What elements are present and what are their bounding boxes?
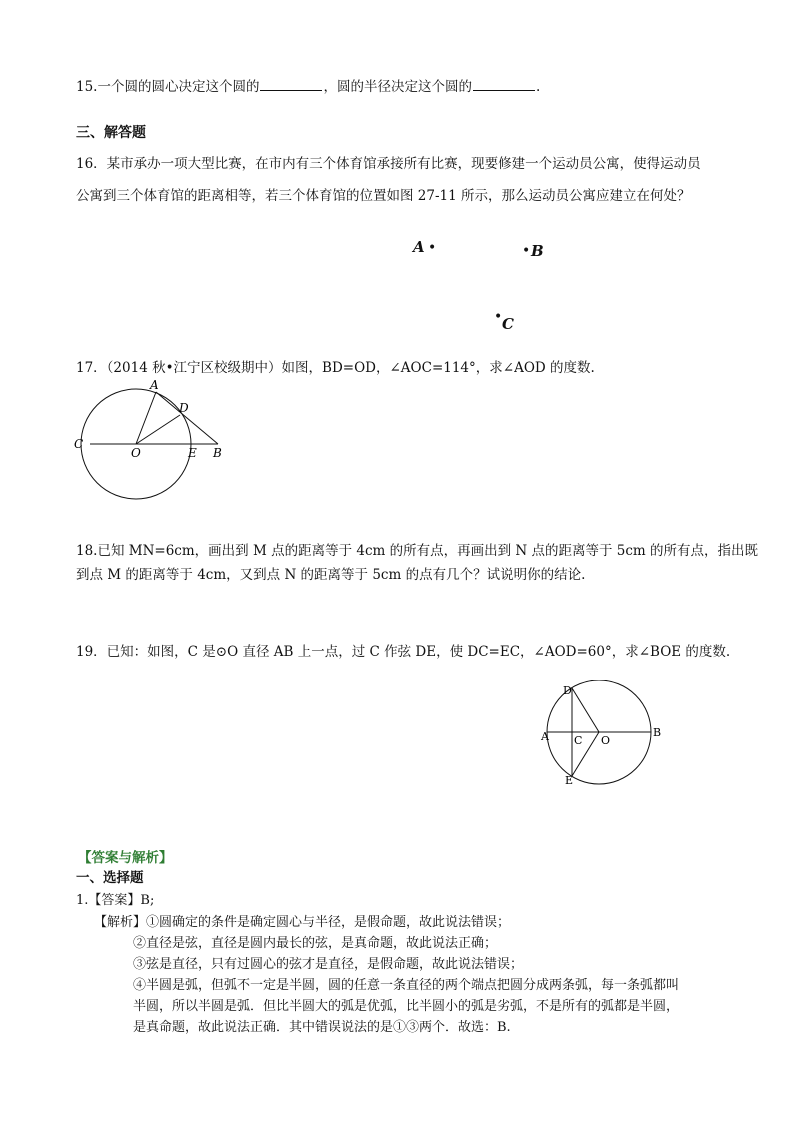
point-b-label: B [531, 242, 544, 260]
q17-label-d: D [179, 401, 189, 415]
q17-label-b: B [213, 446, 222, 460]
answer-analysis-line-5: 半圆，所以半圆是弧．但比半圆大的弧是优弧，比半圆小的弧是劣弧，不是所有的弧都是半圆， [133, 999, 680, 1014]
point-b-dot: • [522, 243, 531, 259]
analysis-label: 【解析】 [94, 915, 147, 930]
analysis-text-1: ①圆确定的条件是确定圆心与半径，是假命题，故此说法错误； [146, 915, 511, 930]
q17-label-o: O [131, 446, 141, 460]
question-15 [76, 78, 540, 96]
answer-heading: 【答案与解析】 [78, 850, 173, 866]
answer-analysis-line-4: ④半圆是弧，但弧不一定是半圆，圆的任意一条直径的两个端点把圆分成两条弧，每一条弧都叫 [133, 978, 680, 993]
answer-section-1: 一、选择题 [76, 870, 144, 886]
question-16-line-2: 公寓到三个体育馆的距离相等，若三个体育馆的位置如图 27-11 所示，那么运动员公寓应建立在何处？ [76, 188, 691, 204]
q19-circle-figure [535, 680, 675, 790]
answer-analysis-line-1 [94, 914, 510, 932]
answer-analysis-line-2: ②直径是弦，直径是圆内最长的弦，是真命题，故此说法正确； [133, 936, 498, 951]
q17-label-c: C [74, 437, 84, 451]
q15-text-3: . [535, 79, 541, 95]
point-a-dot: • [428, 240, 437, 256]
answer-analysis-line-6: 是真命题，故此说法正确．其中错误说法的是①③两个．故选：B. [133, 1020, 511, 1035]
q19-label-e: E [565, 774, 574, 787]
q15-blank-2 [473, 78, 535, 91]
q15-text-2: ，圆的半径决定这个圆的 [323, 79, 472, 95]
section-heading-answers: 三、解答题 [76, 125, 146, 141]
q17-label-a: A [150, 378, 159, 392]
point-c-label: C [502, 315, 514, 333]
question-19: 19．已知：如图，C 是⊙O 直径 AB 上一点，过 C 作弦 DE，使 DC=EC，∠AOD=60°，求∠BOE 的度数. [76, 644, 731, 660]
q15-text-1: 15.一个圆的圆心决定这个圆的 [76, 79, 260, 95]
question-17: 17．（2014 秋•江宁区校级期中）如图，BD=OD，∠AOC=114°，求∠AOD 的度数. [76, 360, 595, 376]
q17-circle-figure [70, 375, 240, 505]
q19-label-o: O [601, 734, 611, 747]
question-18-line-1: 18.已知 MN=6cm，画出到 M 点的距离等于 4cm 的所有点，再画出到 N 点的距离等于 5cm 的所有点，指出既 [76, 543, 759, 559]
question-16-line-1: 16．某市承办一项大型比赛，在市内有三个体育馆承接所有比赛，现要修建一个运动员公寓，使得运动员 [76, 156, 701, 172]
answer-item-1: 1.【答案】B; [76, 893, 155, 908]
q19-label-d: D [563, 684, 572, 697]
q17-label-e: E [188, 446, 197, 460]
point-a-label: A [413, 238, 425, 256]
question-18-line-2: 到点 M 的距离等于 4cm，又到点 N 的距离等于 5cm 的点有几个？试说明你的结论. [76, 567, 586, 583]
point-c-dot: • [494, 309, 503, 325]
answer-analysis-line-3: ③弦是直径，只有过圆心的弦才是直径，是假命题，故此说法错误； [133, 957, 524, 972]
q19-label-c: C [574, 734, 583, 747]
q19-label-b: B [653, 726, 662, 739]
q15-blank-1 [260, 78, 322, 91]
q19-label-a: A [541, 730, 549, 743]
